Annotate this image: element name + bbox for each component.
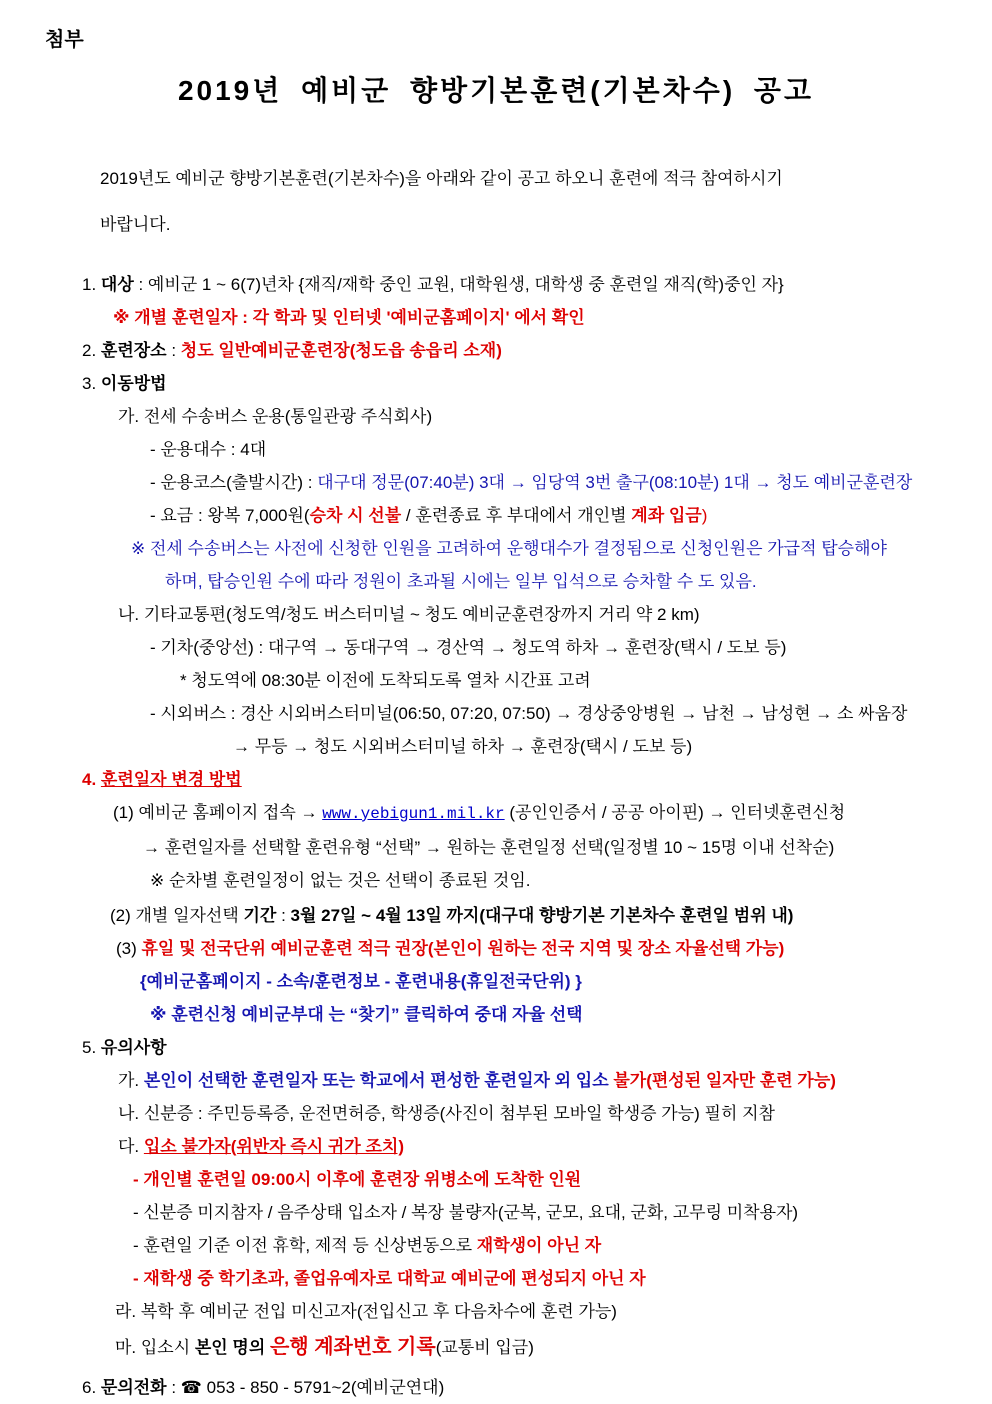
text-segment: 나. 신분증 : 주민등록증, 운전면허증, 학생증(사진이 첨부된 모바일 학생증 가능) 필히 지참 [118,1103,775,1123]
text-segment: 휴일 및 전국단위 예비군훈련 적극 권장(본인이 원하는 전국 지역 및 장소 자율선택 가능) [141,938,785,958]
text-segment: : [166,340,181,360]
text-segment: 가. 전세 수송버스 운용(통일관광 주식회사) [118,406,433,426]
text-segment: 다. [118,1136,144,1156]
doc-line [0,1371,992,1404]
text-segment: 은행 계좌번호 기록 [270,1335,436,1358]
text-segment: : ☎ 053 - 850 - 5791~2(예비군연대) [166,1377,445,1397]
text-segment: ※ 개별 훈련일자 : 각 학과 및 인터넷 '예비군홈페이지' 에서 확인 [113,307,585,327]
text-segment: 2. [82,340,101,360]
text-segment: - 운용대수 : 4대 [150,439,267,459]
intro-line: 2019년도 예비군 향방기본훈련(기본차수)을 아래와 같이 공고 하오니 훈련에 적극 참여하시기 [100,168,783,188]
text-segment: (1) 예비군 홈페이지 접속 → [113,802,323,822]
text-segment: ※ 전세 수송버스는 사전에 신청한 인원을 고려하여 운행대수가 결정됨으로 신청인원은 가급적 탑승해야 [131,538,887,558]
text-segment: 청도 일반예비군훈련장(청도읍 송읍리 소재) [180,340,502,360]
doc-line [0,268,992,301]
doc-line [0,1229,992,1262]
text-segment: (2) 개별 일자선택 [110,905,244,925]
doc-line [0,932,992,965]
text-segment: : [276,905,291,925]
text-segment: 본인이 선택한 훈련일자 또는 학교에서 편성한 훈련일자 외 입소 [143,1070,614,1090]
text-segment: ※ 훈련신청 예비군부대 는 “찾기” 클릭하여 중대 자율 선택 [150,1004,583,1024]
text-segment: - 신분증 미지참자 / 음주상태 입소자 / 복장 불량자(군복, 군모, 요대, 군화, 고무링 미착용자) [133,1202,799,1222]
text-segment: 불가(편성된 일자만 훈련 가능) [613,1070,836,1090]
text-segment: 계좌 입금 [631,505,702,525]
page-title: 2019년 예비군 향방기본훈련(기본차수) 공고 [177,75,815,106]
text-segment: 1. [82,274,101,294]
doc-line [0,631,992,664]
text-segment: 입소 불가자(위반자 즉시 귀가 조치) [143,1136,404,1156]
doc-line [0,1262,992,1295]
doc-line [0,899,992,932]
doc-line [0,1295,992,1328]
attachment-label: 첨부 [45,29,84,51]
text-segment: 이동방법 [100,373,167,393]
text-segment: (공인인증서 / 공공 아이핀) → 인터넷훈련신청 [504,802,846,822]
text-segment: : 예비군 1 ~ 6(7)년차 {재직/재학 중인 교원, 대학원생, 대학생 중 훈련일 재직(학)중인 자} [133,274,784,294]
text-segment: 문의전화 [100,1377,167,1397]
doc-line [0,466,992,499]
text-segment: * 청도역에 08:30분 이전에 도착되도록 열차 시간표 고려 [180,670,591,690]
text-segment: - 운용코스(출발시간) : [150,472,318,492]
doc-line [0,367,992,400]
doc-line [0,763,992,796]
doc-line [0,598,992,631]
text-segment: ) [701,505,708,525]
doc-line [0,1196,992,1229]
text-segment: {예비군홈페이지 - 소속/훈련정보 - 훈련내용(휴일전국단위) } [140,971,582,991]
doc-line [0,301,992,334]
text-segment: 재학생이 아닌 자 [476,1235,602,1255]
doc-line [0,998,992,1031]
text-segment: 훈련장소 [100,340,167,360]
doc-line [0,565,992,598]
doc-line [0,1031,992,1064]
doc-line [0,864,992,897]
text-segment: 대상 [100,274,134,294]
text-segment: 나. 기타교통편(청도역/청도 버스터미널 ~ 청도 예비군훈련장까지 거리 약 2 km) [118,604,700,624]
intro-paragraph [0,156,992,248]
text-segment: (교통비 입금) [435,1337,534,1357]
text-segment: 기간 [243,905,277,925]
text-segment: 3월 27일 ~ 4월 13일 까지(대구대 향방기본 기본차수 훈련일 범위 내) [290,905,794,925]
text-segment: 라. 복학 후 예비군 전입 미신고자(전입신고 후 다음차수에 훈련 가능) [115,1301,617,1321]
text-segment: 가. [118,1070,144,1090]
text-segment: → 훈련일자를 선택할 훈련유형 “선택” → 원하는 훈련일정 선택(일정별 10 ~ 15명 이내 선착순) [143,837,835,857]
text-segment: - 개인별 훈련일 09:00시 이후에 훈련장 위병소에 도착한 인원 [133,1169,582,1189]
doc-line [0,532,992,565]
text-segment: → 무등 → 청도 시외버스터미널 하차 → 훈련장(택시 / 도보 등) [233,736,693,756]
doc-line [0,433,992,466]
text-segment: 승차 시 선불 [309,505,402,525]
doc-line [0,334,992,367]
text-segment: 대구대 정문(07:40분) 3대 → 임당역 3번 출구(08:10분) 1대 → 청도 예비군훈련장 [317,472,913,492]
doc-line [0,831,992,864]
doc-line [0,400,992,433]
doc-line [0,1130,992,1163]
doc-line [0,1064,992,1097]
text-segment: - 기차(중앙선) : 대구역 → 동대구역 → 경산역 → 청도역 하차 → 훈련장(택시 / 도보 등) [150,637,787,657]
text-segment: - 요금 : 왕복 7,000원( [150,505,310,525]
text-segment: 마. 입소시 [115,1337,195,1357]
document-body [0,268,992,1404]
doc-line [0,1163,992,1196]
text-segment: 4. [82,769,101,789]
text-segment: (3) [116,938,142,958]
doc-line [0,499,992,532]
text-segment: - 훈련일 기준 이전 휴학, 제적 등 신상변동으로 [133,1235,477,1255]
text-segment: 하며, 탑승인원 수에 따라 정원이 초과될 시에는 일부 입석으로 승차할 수 도 있음. [165,571,757,591]
text-segment: 유의사항 [100,1037,167,1057]
intro-line: 바랍니다. [100,214,171,234]
doc-line [0,697,992,730]
text-segment: 5. [82,1037,101,1057]
text-segment: 본인 명의 [194,1337,266,1357]
doc-line [0,1097,992,1130]
doc-line [0,664,992,697]
doc-line [0,730,992,763]
doc-line [0,965,992,998]
text-segment: - 시외버스 : 경산 시외버스터미널(06:50, 07:20, 07:50) → 경상중앙병원 → 남천 → 남성현 → 소 싸움장 [150,703,908,723]
text-segment: / 훈련종료 후 부대에서 개인별 [401,505,632,525]
text-segment: 6. [82,1377,101,1397]
doc-line [0,1331,992,1364]
yebigun-url-link[interactable]: www.yebigun1.mil.kr [322,804,505,823]
text-segment: ※ 순차별 훈련일정이 없는 것은 선택이 종료된 것임. [150,870,531,890]
doc-line [0,796,992,831]
text-segment: - 재학생 중 학기초과, 졸업유예자로 대학교 예비군에 편성되지 아닌 자 [133,1268,646,1288]
text-segment: 훈련일자 변경 방법 [100,769,242,789]
text-segment: 3. [82,373,101,393]
